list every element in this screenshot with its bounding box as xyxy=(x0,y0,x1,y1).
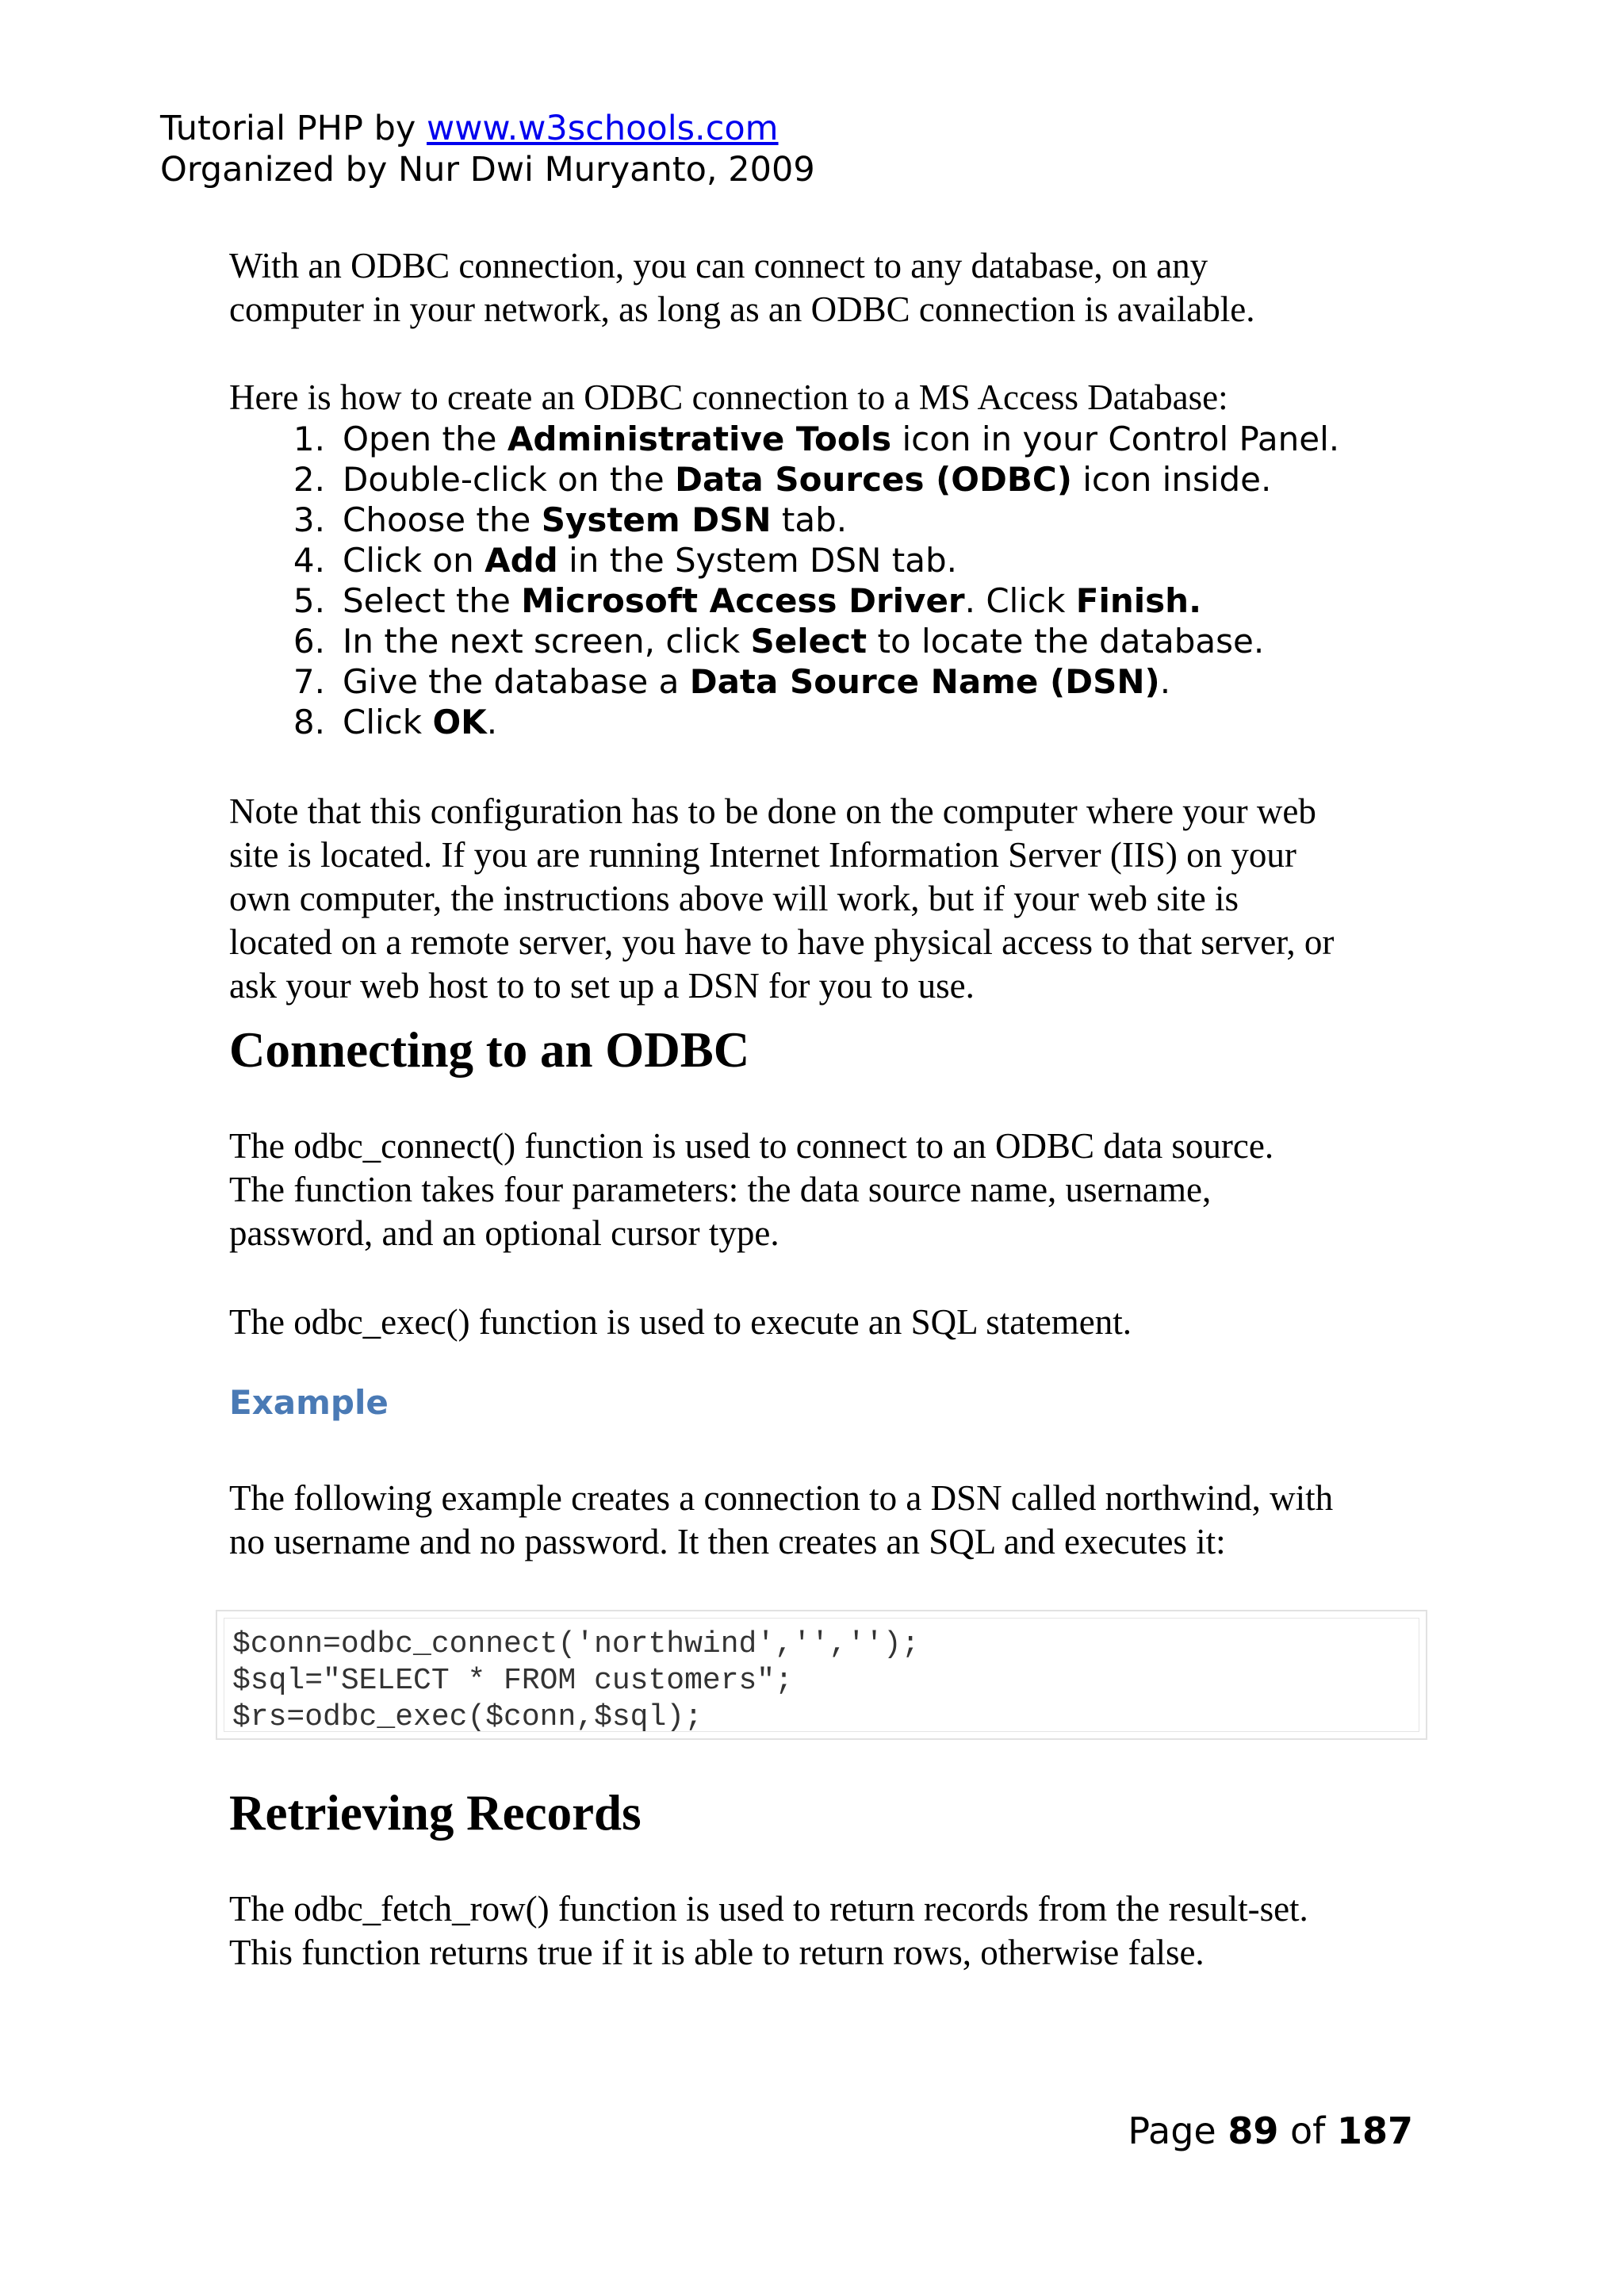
note-paragraph: Note that this configuration has to be done on the computer where your web site is located. If you are running Internet Information Server (IIS) on your own computer, the instructions above will work, but if your web site is located on a remote server, you have to have physical access to that server, or ask your web host to to set up a DSN for you to use. xyxy=(229,791,1335,1006)
w3schools-link[interactable]: www.w3schools.com xyxy=(427,109,779,148)
current-page-number: 89 xyxy=(1228,2109,1279,2152)
code-text xyxy=(232,1626,920,1736)
intro-paragraph xyxy=(229,244,1434,331)
intro-line-1: With an ODBC connection, you can connect to any database, on any xyxy=(229,246,1208,285)
list-item: 5. Select the Microsoft Access Driver. Click Finish. xyxy=(293,581,1202,620)
list-item: 8. Click OK. xyxy=(293,703,498,741)
list-item: 2. Double-click on the Data Sources (ODBC) icon inside. xyxy=(293,460,1272,499)
list-item: 3. Choose the System DSN tab. xyxy=(293,500,848,539)
code-line: $rs=odbc_exec($conn,$sql); xyxy=(232,1700,703,1734)
list-item: 6. In the next screen, click Select to locate the database. xyxy=(293,622,1265,661)
code-line: $conn=odbc_connect('northwind','',''); xyxy=(232,1627,920,1661)
fetch-row-paragraph: The odbc_fetch_row() function is used to return records from the result-set. This function returns true if it is able to return rows, otherwise false. xyxy=(229,1889,1308,1972)
odbc-exec-paragraph: The odbc_exec() function is used to execute an SQL statement. xyxy=(229,1302,1132,1342)
code-line: $sql="SELECT * FROM customers"; xyxy=(232,1664,793,1698)
howto-paragraph xyxy=(229,376,1434,420)
intro-line-2: computer in your network, as long as an ODBC connection is available. xyxy=(229,289,1255,329)
list-item: 7. Give the database a Data Source Name (DSN). xyxy=(293,662,1171,701)
code-block-inner xyxy=(224,1618,1419,1732)
howto-text: Here is how to create an ODBC connection to a MS Access Database: xyxy=(229,377,1228,417)
total-pages: 187 xyxy=(1336,2109,1413,2152)
header-prefix: Tutorial PHP by xyxy=(160,109,427,148)
odbc-connect-paragraph: The odbc_connect() function is used to connect to an ODBC data source. The function takes four parameters: the data source name, username, password, and an optional cursor type. xyxy=(229,1126,1274,1253)
list-item: 1. Open the Administrative Tools icon in your Control Panel. xyxy=(293,420,1340,458)
steps-list xyxy=(278,419,1339,742)
heading-retrieving: Retrieving Records xyxy=(229,1785,642,1841)
header-line-2: Organized by Nur Dwi Muryanto, 2009 xyxy=(160,150,815,190)
header-line-1 xyxy=(160,108,815,149)
example-paragraph: The following example creates a connection to a DSN called northwind, with no username and no password. It then creates an SQL and executes it: xyxy=(229,1478,1334,1561)
page-header xyxy=(160,108,815,190)
heading-connecting: Connecting to an ODBC xyxy=(229,1022,750,1078)
example-label: Example xyxy=(229,1383,389,1422)
code-block xyxy=(216,1610,1427,1740)
page-footer: Page 89 of 187 xyxy=(1128,2109,1413,2152)
list-item: 4. Click on Add in the System DSN tab. xyxy=(293,541,957,580)
